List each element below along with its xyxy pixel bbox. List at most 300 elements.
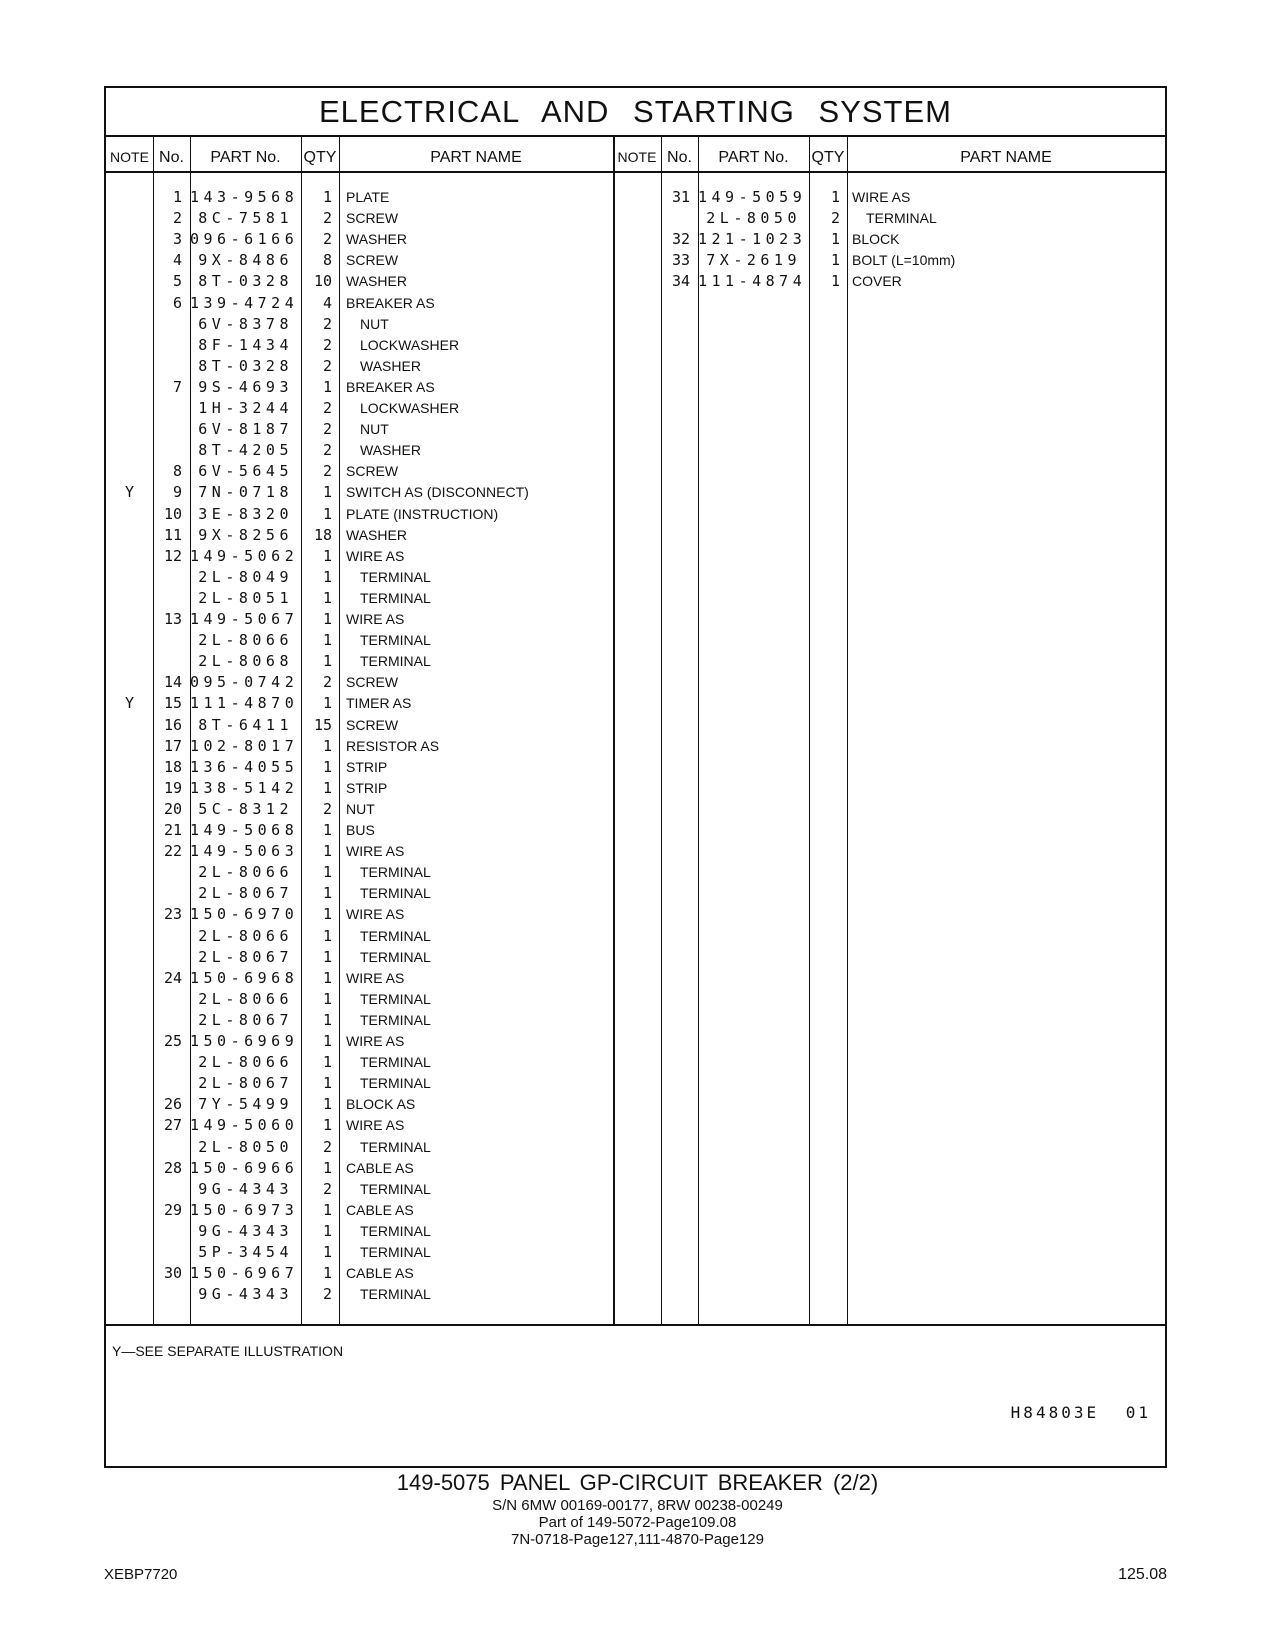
note-cell — [106, 545, 153, 567]
header-note: NOTE — [110, 149, 149, 165]
part-number: 102-8017 — [190, 736, 299, 755]
part-number: 121-1023 — [698, 230, 807, 249]
quantity: 1 — [322, 905, 332, 924]
part-name: WIRE AS — [346, 843, 405, 860]
item-number: 18 — [163, 757, 182, 776]
part-number: 2L-8050 — [198, 1137, 293, 1156]
item-number — [153, 418, 182, 440]
item-number: 20 — [163, 799, 182, 818]
note-cell — [106, 1199, 153, 1221]
part-number: 150-6969 — [190, 1032, 299, 1050]
part-number: 2L-8066 — [198, 926, 293, 945]
caption-page-refs: 7N-0718-Page127,111-4870-Page129 — [511, 1531, 764, 1548]
item-number — [153, 946, 182, 968]
part-name: SCREW — [346, 210, 399, 227]
item-number — [153, 1009, 182, 1031]
part-name: SCREW — [346, 674, 399, 691]
part-name: NUT — [360, 315, 389, 332]
item-number — [153, 1220, 182, 1242]
quantity: 8 — [322, 251, 332, 270]
part-number: 8C-7581 — [198, 209, 293, 228]
note-cell — [106, 439, 153, 461]
quantity: 1 — [322, 947, 332, 966]
part-number: 6V-5645 — [198, 462, 293, 481]
part-name: BOLT (L=10mm) — [852, 252, 956, 269]
part-name: TERMINAL — [360, 948, 431, 965]
part-name: WIRE AS — [346, 1117, 405, 1134]
header-part-name: PART NAME — [960, 149, 1052, 166]
quantity: 1 — [322, 377, 332, 396]
part-name: TERMINAL — [360, 864, 431, 881]
part-number: 2L-8066 — [198, 989, 293, 1008]
part-name: TERMINAL — [360, 1054, 431, 1071]
note-cell — [106, 1009, 153, 1031]
note-cell — [613, 249, 661, 271]
part-number: 8T-0328 — [198, 356, 293, 375]
quantity: 1 — [322, 694, 332, 713]
part-name: TERMINAL — [360, 927, 431, 944]
header-no: No. — [667, 149, 692, 166]
item-number: 19 — [163, 778, 182, 797]
part-number: 7Y-5499 — [198, 1095, 293, 1114]
item-number: 26 — [163, 1095, 182, 1114]
part-number: 1H-3244 — [198, 399, 293, 417]
quantity: 2 — [322, 230, 332, 249]
item-number: 7 — [172, 377, 182, 396]
note-cell — [106, 270, 153, 292]
note-cell: Y — [124, 694, 135, 713]
part-number: 9X-8486 — [198, 251, 293, 270]
item-number: 16 — [163, 715, 182, 734]
quantity: 1 — [322, 842, 332, 861]
quantity: 1 — [830, 230, 840, 249]
part-name: BREAKER AS — [346, 294, 435, 311]
quantity: 1 — [322, 968, 332, 987]
part-number: 138-5142 — [190, 778, 299, 797]
header-part-no: PART No. — [210, 149, 281, 166]
part-name: NUT — [346, 800, 375, 817]
part-name: TERMINAL — [360, 589, 431, 606]
part-name: WASHER — [360, 442, 421, 459]
part-number: 9G-4343 — [198, 1285, 293, 1304]
item-number: 1 — [172, 188, 182, 206]
part-number: 3E-8320 — [198, 504, 293, 523]
item-number — [153, 861, 182, 883]
header-part-no: PART No. — [718, 149, 789, 166]
item-number: 14 — [163, 673, 182, 692]
header-part-name: PART NAME — [430, 149, 522, 166]
part-number: 149-5063 — [190, 842, 299, 861]
part-number: 8T-6411 — [198, 715, 293, 734]
quantity: 1 — [322, 757, 332, 776]
quantity: 1 — [322, 1243, 332, 1261]
page-number: 125.08 — [1118, 1566, 1167, 1583]
item-number: 21 — [163, 821, 182, 839]
col-divider — [339, 135, 340, 1325]
part-name: TERMINAL — [360, 1011, 431, 1028]
item-number: 2 — [172, 209, 182, 228]
note-cell — [106, 946, 153, 968]
part-name: RESISTOR AS — [346, 737, 440, 754]
note-cell — [613, 207, 661, 229]
part-name: SCREW — [346, 463, 399, 480]
part-number: 8T-4205 — [198, 441, 293, 460]
quantity: 1 — [322, 631, 332, 650]
part-number: 136-4055 — [190, 757, 299, 776]
part-name: PLATE — [346, 189, 390, 205]
item-number — [153, 1136, 182, 1158]
part-number: 149-5062 — [190, 546, 299, 565]
caption-serial: S/N 6MW 00169-00177, 8RW 00238-00249 — [492, 1497, 783, 1514]
quantity: 1 — [830, 251, 840, 270]
note-cell — [106, 566, 153, 588]
item-number — [153, 988, 182, 1010]
part-name: PLATE (INSTRUCTION) — [346, 505, 499, 522]
part-name: WIRE AS — [346, 611, 405, 627]
item-number: 32 — [671, 230, 690, 249]
quantity: 1 — [830, 188, 840, 206]
quantity: 2 — [322, 1285, 332, 1304]
illustration-reference: H84803E 01 — [1010, 1403, 1151, 1422]
item-number — [153, 1051, 182, 1073]
part-number: 9S-4693 — [198, 377, 293, 396]
quantity: 1 — [322, 1095, 332, 1114]
note-cell — [106, 777, 153, 799]
item-number — [153, 650, 182, 672]
part-name: WIRE AS — [852, 189, 911, 205]
col-divider — [698, 135, 699, 1325]
item-number: 17 — [163, 736, 182, 755]
note-cell — [613, 270, 661, 292]
quantity: 4 — [322, 293, 332, 312]
part-name: TERMINAL — [360, 1286, 431, 1303]
item-number: 10 — [163, 504, 182, 523]
quantity: 2 — [322, 1179, 332, 1198]
part-name: SCREW — [346, 716, 399, 733]
part-name: BLOCK — [852, 231, 900, 248]
item-number: 34 — [671, 272, 690, 291]
note-cell — [106, 334, 153, 356]
note-cell — [106, 925, 153, 947]
note-cell — [106, 1262, 153, 1284]
quantity: 2 — [322, 335, 332, 354]
part-number: 150-6967 — [190, 1264, 299, 1283]
part-name: BLOCK AS — [346, 1096, 416, 1113]
part-number: 9G-4343 — [198, 1179, 293, 1198]
part-name: CABLE AS — [346, 1201, 414, 1218]
col-divider — [809, 135, 810, 1325]
note-cell — [106, 503, 153, 525]
quantity: 2 — [322, 314, 332, 333]
note-cell — [106, 608, 153, 630]
part-number: 2L-8050 — [706, 209, 801, 228]
note-cell — [106, 629, 153, 651]
note-cell — [106, 988, 153, 1010]
quantity: 1 — [322, 821, 332, 839]
note-cell — [106, 1283, 153, 1305]
quantity: 2 — [830, 209, 840, 228]
part-name: TERMINAL — [360, 568, 431, 585]
note-cell — [106, 397, 153, 419]
part-number: 2L-8067 — [198, 1010, 293, 1029]
item-number: 4 — [172, 251, 182, 270]
item-number — [661, 207, 690, 229]
part-name: SWITCH AS (DISCONNECT) — [346, 484, 529, 501]
quantity: 2 — [322, 399, 332, 417]
quantity: 1 — [322, 1264, 332, 1283]
quantity: 1 — [322, 989, 332, 1008]
note-cell — [106, 355, 153, 377]
note-cell — [613, 228, 661, 250]
note-cell — [106, 756, 153, 778]
item-number — [153, 882, 182, 904]
note-cell — [106, 1114, 153, 1136]
note-cell — [106, 207, 153, 229]
quantity: 18 — [313, 525, 332, 544]
note-cell — [106, 292, 153, 314]
item-number: 27 — [163, 1116, 182, 1135]
part-name: SCREW — [346, 252, 399, 269]
part-name: NUT — [360, 421, 389, 438]
part-number: 2L-8066 — [198, 1053, 293, 1072]
part-name: TERMINAL — [360, 1222, 431, 1239]
item-number — [153, 1241, 182, 1263]
header-no: No. — [159, 149, 184, 166]
item-number — [153, 1283, 182, 1305]
note-cell — [106, 882, 153, 904]
quantity: 2 — [322, 356, 332, 375]
table-bottom-divider — [106, 1324, 1165, 1326]
item-number: 30 — [163, 1264, 182, 1283]
part-number: 8F-1434 — [198, 335, 293, 354]
part-name: WIRE AS — [346, 1033, 405, 1049]
part-number: 5C-8312 — [198, 799, 293, 818]
part-name: TERMINAL — [360, 632, 431, 649]
part-name: TERMINAL — [360, 885, 431, 902]
note-cell — [106, 228, 153, 250]
note-cell — [106, 1136, 153, 1158]
quantity: 1 — [322, 736, 332, 755]
part-name: WIRE AS — [346, 547, 405, 564]
note-cell — [106, 376, 153, 398]
part-number: 7N-0718 — [198, 483, 293, 502]
note-cell — [106, 418, 153, 440]
item-number: 11 — [163, 525, 182, 544]
item-number: 28 — [163, 1158, 182, 1177]
part-name: WASHER — [346, 526, 407, 543]
quantity: 10 — [313, 272, 332, 291]
part-number: 2L-8067 — [198, 884, 293, 903]
part-name: WASHER — [360, 357, 421, 374]
header-divider — [106, 171, 1165, 173]
part-name: BUS — [346, 822, 375, 838]
quantity: 1 — [322, 1200, 332, 1219]
part-number: 2L-8067 — [198, 947, 293, 966]
col-divider — [847, 135, 848, 1325]
part-number: 2L-8068 — [198, 652, 293, 671]
part-name: CABLE AS — [346, 1159, 414, 1176]
quantity: 2 — [322, 420, 332, 439]
part-number: 149-5060 — [190, 1116, 299, 1135]
note-cell: Y — [124, 483, 135, 502]
item-number — [153, 566, 182, 588]
quantity: 1 — [322, 188, 332, 206]
note-cell — [106, 1093, 153, 1115]
item-number: 24 — [163, 968, 182, 987]
part-name: LOCKWASHER — [360, 400, 460, 416]
part-name: TERMINAL — [360, 990, 431, 1007]
note-cell — [106, 1072, 153, 1094]
quantity: 1 — [322, 926, 332, 945]
item-number: 3 — [172, 230, 182, 249]
item-number: 12 — [163, 546, 182, 565]
part-number: 2L-8067 — [198, 1074, 293, 1093]
note-cell — [106, 967, 153, 989]
quantity: 1 — [322, 610, 332, 628]
note-cell — [106, 249, 153, 271]
caption-part-of: Part of 149-5072-Page109.08 — [538, 1514, 737, 1531]
note-cell — [106, 903, 153, 925]
footnote: Y—SEE SEPARATE ILLUSTRATION — [112, 1343, 344, 1359]
part-name: TERMINAL — [360, 1180, 431, 1197]
note-cell — [106, 1178, 153, 1200]
part-number: 150-6966 — [190, 1158, 299, 1177]
part-number: 149-5059 — [698, 188, 807, 206]
quantity: 1 — [322, 1010, 332, 1029]
part-name: STRIP — [346, 779, 388, 796]
note-cell — [106, 587, 153, 609]
part-name: WASHER — [346, 231, 407, 248]
header-qty: QTY — [811, 149, 845, 166]
part-name: TERMINAL — [360, 653, 431, 670]
quantity: 2 — [322, 673, 332, 692]
note-cell — [106, 186, 153, 208]
quantity: 1 — [322, 652, 332, 671]
note-cell — [106, 714, 153, 736]
part-number: 2L-8066 — [198, 863, 293, 882]
quantity: 1 — [322, 863, 332, 882]
part-number: 2L-8051 — [198, 588, 293, 607]
item-number: 15 — [163, 694, 182, 713]
item-number: 29 — [163, 1200, 182, 1219]
header-qty: QTY — [303, 149, 337, 166]
note-cell — [106, 819, 153, 841]
item-number — [153, 313, 182, 335]
part-number: 2L-8049 — [198, 567, 293, 586]
part-number: 149-5068 — [190, 821, 299, 839]
note-cell — [106, 1220, 153, 1242]
part-name: TIMER AS — [346, 695, 412, 712]
quantity: 1 — [322, 884, 332, 903]
part-number: 7X-2619 — [706, 251, 801, 270]
note-cell — [106, 798, 153, 820]
quantity: 1 — [322, 504, 332, 523]
part-name: TERMINAL — [866, 210, 937, 227]
item-number — [153, 587, 182, 609]
note-cell — [106, 313, 153, 335]
quantity: 2 — [322, 799, 332, 818]
part-name: WASHER — [346, 273, 407, 290]
part-number: 2L-8066 — [198, 631, 293, 650]
part-number: 9X-8256 — [198, 525, 293, 544]
part-name: CABLE AS — [346, 1265, 414, 1282]
item-number: 8 — [172, 462, 182, 481]
quantity: 1 — [322, 1074, 332, 1093]
item-number: 33 — [671, 251, 690, 270]
part-number: 095-0742 — [190, 673, 299, 692]
part-number: 5P-3454 — [198, 1243, 293, 1261]
quantity: 2 — [322, 209, 332, 228]
part-name: WIRE AS — [346, 906, 405, 923]
parts-table — [104, 86, 1167, 1468]
item-number — [153, 1072, 182, 1094]
quantity: 2 — [322, 462, 332, 481]
page-title: ELECTRICAL AND STARTING SYSTEM — [106, 88, 1165, 137]
part-number: 096-6166 — [190, 230, 299, 249]
note-cell — [106, 1030, 153, 1052]
quantity: 1 — [322, 1221, 332, 1240]
quantity: 1 — [322, 546, 332, 565]
note-cell — [106, 861, 153, 883]
item-number — [153, 439, 182, 461]
note-cell — [106, 1051, 153, 1073]
quantity: 1 — [322, 483, 332, 502]
part-number: 8T-0328 — [198, 272, 293, 291]
quantity: 2 — [322, 441, 332, 460]
part-number: 111-4870 — [190, 694, 299, 713]
item-number: 13 — [163, 610, 182, 628]
note-cell — [106, 650, 153, 672]
part-name: LOCKWASHER — [360, 336, 460, 353]
note-cell — [106, 735, 153, 757]
item-number: 9 — [172, 483, 182, 502]
part-number: 9G-4343 — [198, 1221, 293, 1240]
document-id: XEBP7720 — [104, 1566, 178, 1583]
part-number: 149-5067 — [190, 610, 299, 628]
part-name: TERMINAL — [360, 1244, 431, 1260]
item-number — [153, 1178, 182, 1200]
note-cell — [106, 1241, 153, 1263]
quantity: 1 — [322, 1053, 332, 1072]
part-number: 150-6970 — [190, 905, 299, 924]
part-number: 143-9568 — [190, 188, 299, 206]
note-cell — [613, 186, 661, 208]
quantity: 1 — [830, 272, 840, 291]
item-number — [153, 334, 182, 356]
note-cell — [106, 840, 153, 862]
item-number: 22 — [163, 842, 182, 861]
col-divider — [661, 135, 662, 1325]
quantity: 1 — [322, 778, 332, 797]
item-number: 6 — [172, 293, 182, 312]
part-name: STRIP — [346, 758, 388, 775]
part-number: 139-4724 — [190, 293, 299, 312]
part-number: 150-6973 — [190, 1200, 299, 1219]
caption-title: 149-5075 PANEL GP-CIRCUIT BREAKER (2/2) — [396, 1470, 879, 1495]
part-name: TERMINAL — [360, 1075, 431, 1092]
note-cell — [106, 460, 153, 482]
quantity: 1 — [322, 1116, 332, 1135]
quantity: 1 — [322, 1032, 332, 1050]
part-number: 150-6968 — [190, 968, 299, 987]
part-name: COVER — [852, 273, 902, 290]
item-number — [153, 397, 182, 419]
quantity: 2 — [322, 1137, 332, 1156]
item-number: 25 — [163, 1032, 182, 1050]
part-number: 111-4874 — [698, 272, 807, 291]
item-number — [153, 925, 182, 947]
part-number: 6V-8378 — [198, 314, 293, 333]
